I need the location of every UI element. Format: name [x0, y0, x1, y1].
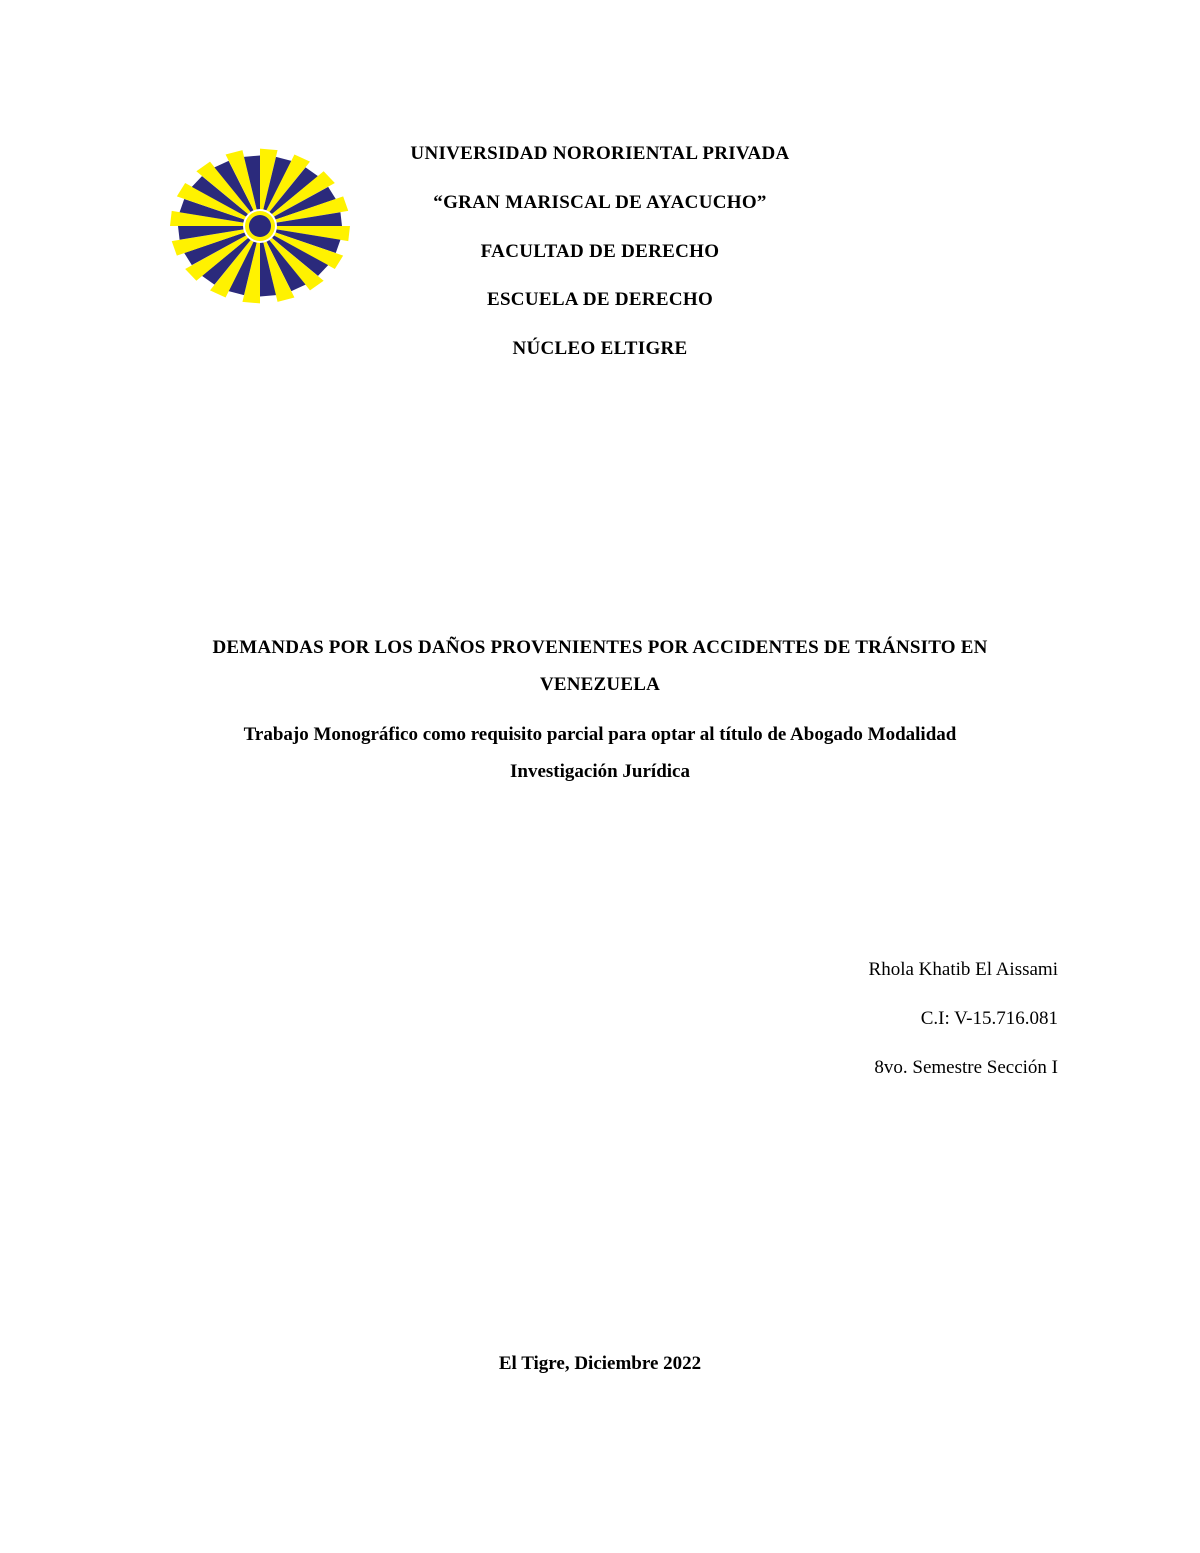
- faculty-name: FACULTAD DE DERECHO: [480, 241, 720, 262]
- document-title-line-2: VENEZUELA: [539, 674, 661, 695]
- author-semester: 8vo. Semestre Sección I: [874, 1057, 1058, 1078]
- author-name: Rhola Khatib El Aissami: [868, 959, 1058, 980]
- campus-name: NÚCLEO ELTIGRE: [512, 338, 688, 359]
- document-title-line-1: DEMANDAS POR LOS DAÑOS PROVENIENTES POR ACCIDENTES DE TRÁNSITO EN: [212, 637, 988, 658]
- author-id: C.I: V-15.716.081: [920, 1008, 1058, 1029]
- document-subtitle: [150, 716, 1050, 790]
- university-subname: “GRAN MARISCAL DE AYACUCHO”: [433, 192, 767, 213]
- place-date: El Tigre, Diciembre 2022: [498, 1353, 702, 1374]
- document-subtitle-line-1: Trabajo Monográfico como requisito parcial para optar al título de Abogado Modalidad: [243, 724, 957, 745]
- university-logo-icon: [168, 146, 352, 306]
- school-name: ESCUELA DE DERECHO: [486, 289, 714, 310]
- university-name: UNIVERSIDAD NORORIENTAL PRIVADA: [410, 143, 790, 164]
- document-subtitle-line-2: Investigación Jurídica: [510, 761, 690, 782]
- document-title: [150, 629, 1050, 703]
